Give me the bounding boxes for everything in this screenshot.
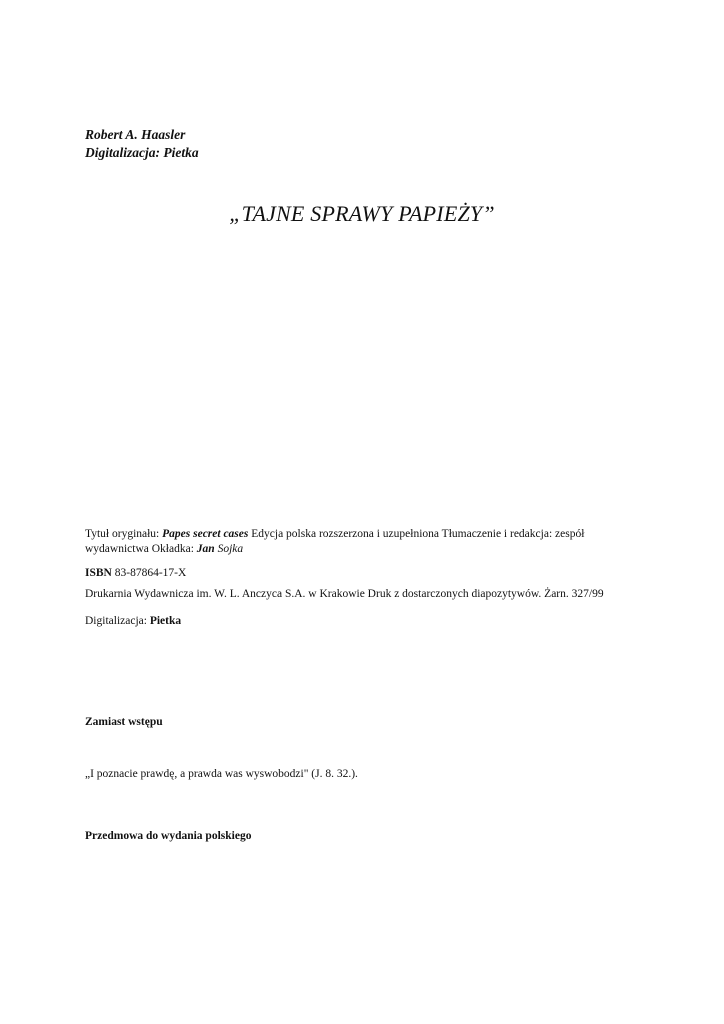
cover-designer-last-name: Sojka [217,543,244,555]
isbn-label: ISBN [85,567,112,579]
edition-text: Edycja polska rozszerzona i uzupełniona Tłumaczenie i redakcja: zespół wydawnictwa Okładka: [85,528,585,555]
colophon-original-title [85,527,645,557]
original-title: Papes secret cases [162,528,249,540]
isbn-line [85,566,645,581]
cover-designer-first-name: Jan [196,543,215,555]
digitization-line [85,614,645,629]
digitization-credit: Digitalizacja: Pietka [85,145,199,160]
isbn-value: 83-87864-17-X [111,567,187,579]
book-title: „TAJNE SPRAWY PAPIEŻY” [229,201,495,226]
document-header [85,126,199,162]
preface-heading: Przedmowa do wydania polskiego [85,830,252,842]
author-name: Robert A. Haasler [85,127,186,142]
printing-info: Drukarnia Wydawnicza im. W. L. Anczyca S.A. w Krakowie Druk z dostarczonych diapozytywów. Żarn. 327/99 [85,588,604,600]
digitization-label: Digitalizacja: [85,615,150,627]
epigraph-quote: „I poznacie prawdę, a prawda was wyswobodzi" (J. 8. 32.). [85,768,358,780]
digitization-name: Pietka [149,615,182,627]
original-title-label: Tytuł oryginału: [85,528,163,540]
intro-heading: Zamiast wstępu [85,716,163,728]
